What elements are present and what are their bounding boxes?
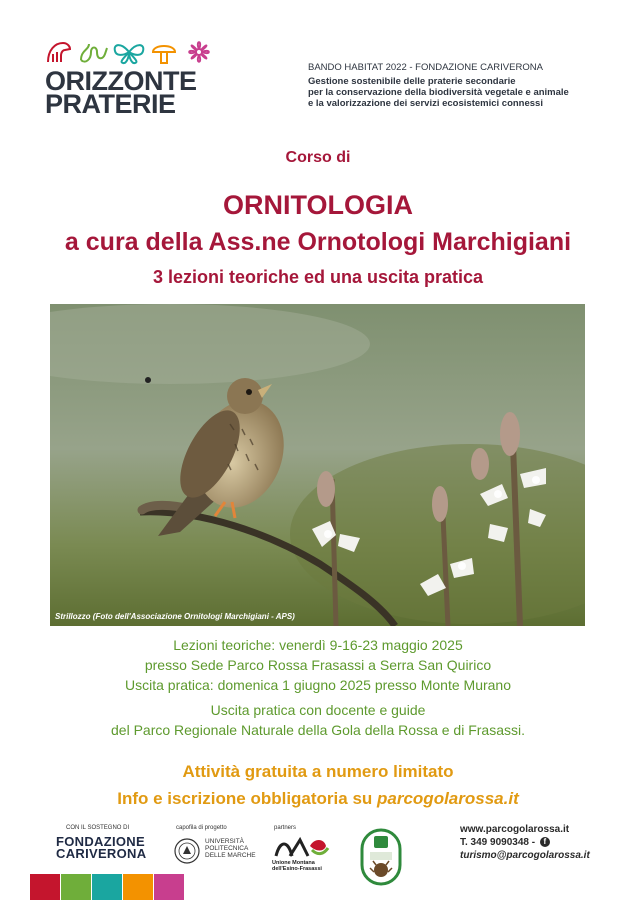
partners-label: partners [274,825,297,831]
registration-site-link[interactable]: parcogolarossa.it [377,789,519,808]
univpm-logo [205,838,256,859]
snake-icon [81,44,107,62]
contacts [460,823,590,862]
phone-number[interactable]: T. 349 9090348 - [460,837,536,848]
course-title: ORNITOLOGIA [222,190,413,220]
registration-text: Info e iscrizione obbligatoria su [117,789,378,808]
eagle-icon [48,43,70,62]
mushroom-icon [153,46,175,63]
photo-caption: Strillozzo (Foto dell'Associazione Ornitologi Marchigiani - APS) [55,612,295,621]
cariverona-line: FONDAZIONE [56,834,145,849]
flower-icon [189,42,209,62]
logo-line-1: ORIZZONTE [45,66,197,96]
info-line: del Parco Regionale Naturale della Gola della Rossa e di Frasassi. [111,722,525,738]
capofila-label: capofila di progetto [176,825,227,831]
univ-line: POLITECNICA [205,845,249,852]
unione-montana-logo-icon [274,834,330,860]
color-bar-orange [123,874,153,900]
univ-line: DELLE MARCHE [205,852,256,859]
color-bar-magenta [154,874,184,900]
unione-line: dell'Esino-Frasassi [272,866,322,872]
phone-line [460,836,590,849]
info-line: Lezioni teoriche: venerdì 9-16-23 maggio 2025 [173,637,463,653]
bando-info [308,62,608,109]
email-link[interactable] [460,849,590,862]
sostegno-label: CON IL SOSTEGNO DI [66,825,130,831]
butterfly-icon [115,45,144,63]
logo-icons [45,38,213,66]
univ-line: UNIVERSITÀ [205,838,245,845]
bando-line: per la conservazione della biodiversità vegetale e animale [308,87,569,98]
bird-photo [50,304,585,626]
facebook-icon[interactable]: f [540,837,550,847]
registration-notice [0,789,636,809]
course-lessons: 3 lezioni teoriche ed una uscita pratica [152,267,484,287]
color-bar-teal [92,874,122,900]
unione-montana-logo [272,860,342,872]
info-line: Uscita pratica con docente e guide [210,702,426,718]
cariverona-logo [56,836,146,860]
bando-line: e la valorizzazione dei servizi ecosistemici connessi [308,98,543,109]
bando-title: BANDO HABITAT 2022 - FONDAZIONE CARIVERONA [308,62,543,73]
free-activity-notice: Attività gratuita a numero limitato [182,762,454,781]
course-label: Corso di [285,149,351,166]
univpm-seal-icon [174,838,200,864]
color-bar-red [30,874,60,900]
email-text[interactable]: turismo@parcogolarossa.it [460,850,590,861]
color-bar-green [61,874,91,900]
website-link[interactable]: www.parcogolarossa.it [460,824,570,835]
unione-line: Unione Montana [272,860,315,866]
project-logo [45,66,220,119]
cariverona-logo-icon [30,836,54,860]
course-organizer: a cura della Ass.ne Ornotologi Marchigiani [64,228,572,256]
info-line: Uscita pratica: domenica 1 giugno 2025 presso Monte Murano [125,677,511,693]
parco-gola-rossa-logo [360,828,402,886]
bando-line: Gestione sostenibile delle praterie secondarie [308,76,516,87]
cariverona-line: CARIVERONA [56,846,147,861]
info-line: presso Sede Parco Rossa Frasassi a Serra San Quirico [144,657,492,673]
logo-line-2: PRATERIE [45,89,176,119]
